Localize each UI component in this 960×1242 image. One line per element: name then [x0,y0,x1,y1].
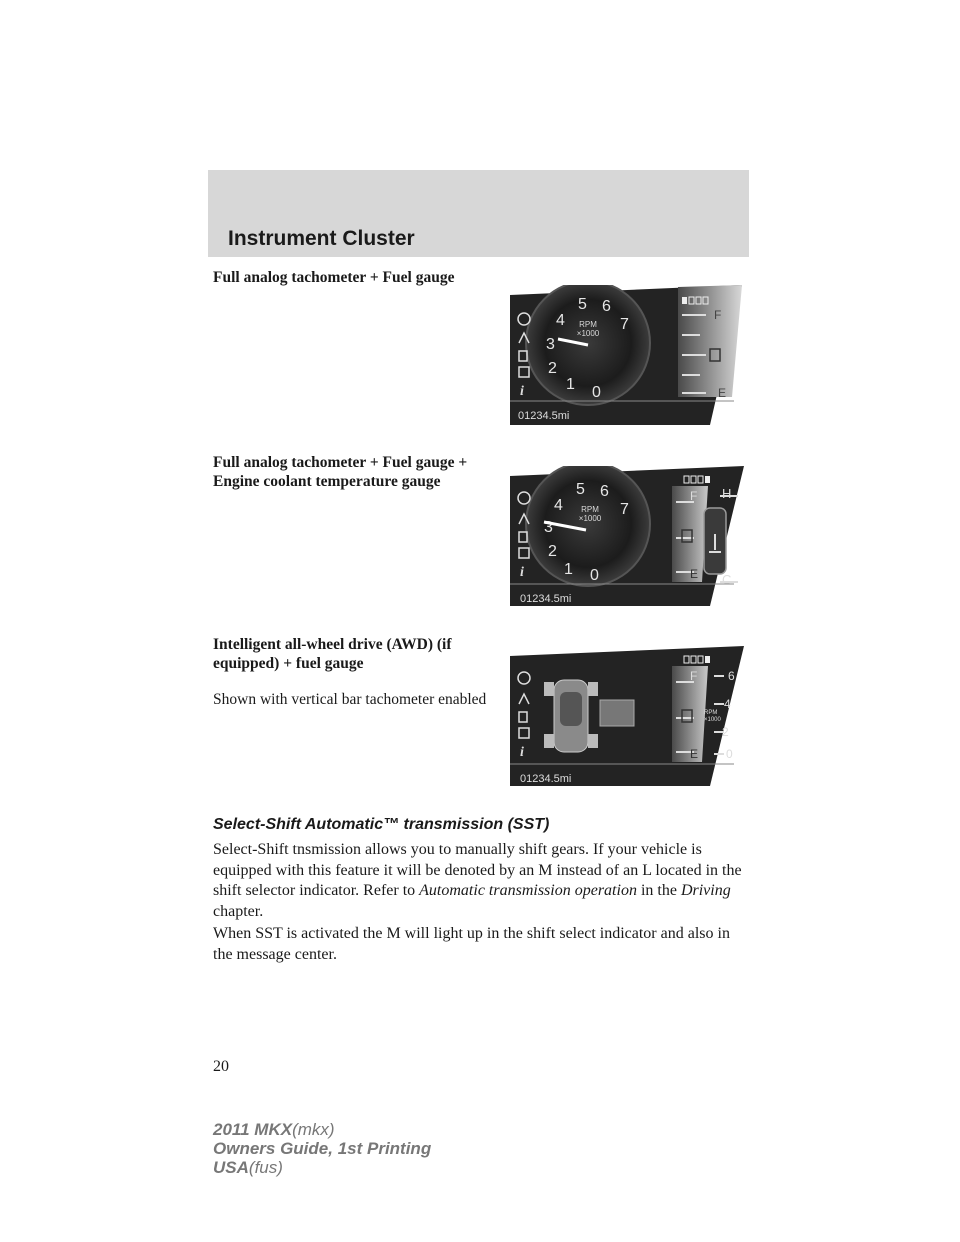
chapter-header [208,170,749,257]
info-icon: i [520,384,524,399]
figure2-caption: Full analog tachometer + Fuel gauge + Engine coolant temperature gauge [213,454,468,490]
figure2-cluster [510,466,750,606]
tach-number: 1 [564,561,573,578]
tach-number: 1 [566,376,575,393]
section-heading: Select-Shift Automatic™ transmission (SST) [213,816,550,833]
bar-tach-number: 6 [728,669,735,683]
tach-unit: RPM [579,320,597,329]
tach-number: 4 [554,497,563,514]
footer-model-code: (mkx) [292,1120,335,1139]
fuel-empty-label: E [690,567,699,581]
tach-number: 2 [548,360,557,377]
tach-number: 6 [602,298,611,315]
paragraph [213,840,753,922]
fuel-full-label: F [690,669,698,683]
fuel-full-label: F [690,489,698,503]
paragraph: When SST is activated the M will light up in the shift select indicator and also in the message center. [213,925,730,963]
footer-market-code: (fus) [248,1158,283,1177]
fuel-full-label: F [714,308,722,322]
odometer: 01234.5mi [520,593,572,605]
footer-model: 2011 MKX [213,1120,293,1139]
document-footer [213,1120,431,1177]
tach-number: 5 [578,296,587,313]
figure3-cluster [510,646,750,786]
page-number: 20 [213,1058,229,1075]
temp-hot-label: H [722,486,732,501]
tach-multiplier: ×1000 [704,717,721,723]
paragraph-text: Select-Shift tnsmission allows you to manually shift gears. If your vehicle is equipped with this feature it will be denoted by an M instead of an L located in the shift selector indicator. Refer to [213,841,742,899]
tach-number: 4 [556,312,565,329]
info-icon: i [520,565,524,580]
tach-number: 7 [620,501,629,518]
cross-reference: Automatic transmission operation [419,882,637,899]
figure3-note: Shown with vertical bar tachometer enabled [213,691,487,708]
bar-tach-number: 4 [724,697,731,711]
tach-number: 7 [620,316,629,333]
paragraph-text: in the [640,882,677,899]
bar-tach-number: 0 [726,747,733,761]
fuel-empty-label: E [718,386,727,400]
tach-number: 0 [590,567,599,584]
odometer: 01234.5mi [518,410,570,422]
tach-unit: RPM [581,505,599,514]
odometer: 01234.5mi [520,773,572,785]
temp-cold-label: C [722,572,732,587]
paragraph-text: chapter. [213,902,264,920]
awd-status-icon [600,700,634,726]
bar-tach-number: 2 [722,725,729,739]
cross-reference: Driving [680,882,731,899]
tach-number: 0 [592,384,601,401]
figure3-caption: Intelligent all-wheel drive (AWD) (if equipped) + fuel gauge [213,636,452,672]
tach-number: 5 [576,481,585,498]
tach-multiplier: ×1000 [576,329,600,338]
info-icon: i [520,745,524,760]
tach-number: 6 [600,483,609,500]
tach-unit: RPM [704,710,718,716]
figure1-cluster [510,285,750,425]
tach-number: 2 [548,543,557,560]
footer-edition: Owners Guide, 1st Printing [213,1139,432,1158]
figure1-caption: Full analog tachometer + Fuel gauge [213,269,455,286]
chapter-title: Instrument Cluster [228,227,415,250]
tach-multiplier: ×1000 [578,514,602,523]
fuel-empty-label: E [690,747,699,761]
tach-number: 3 [544,519,553,536]
footer-market: USA [213,1158,249,1177]
tach-number: 3 [546,336,555,353]
